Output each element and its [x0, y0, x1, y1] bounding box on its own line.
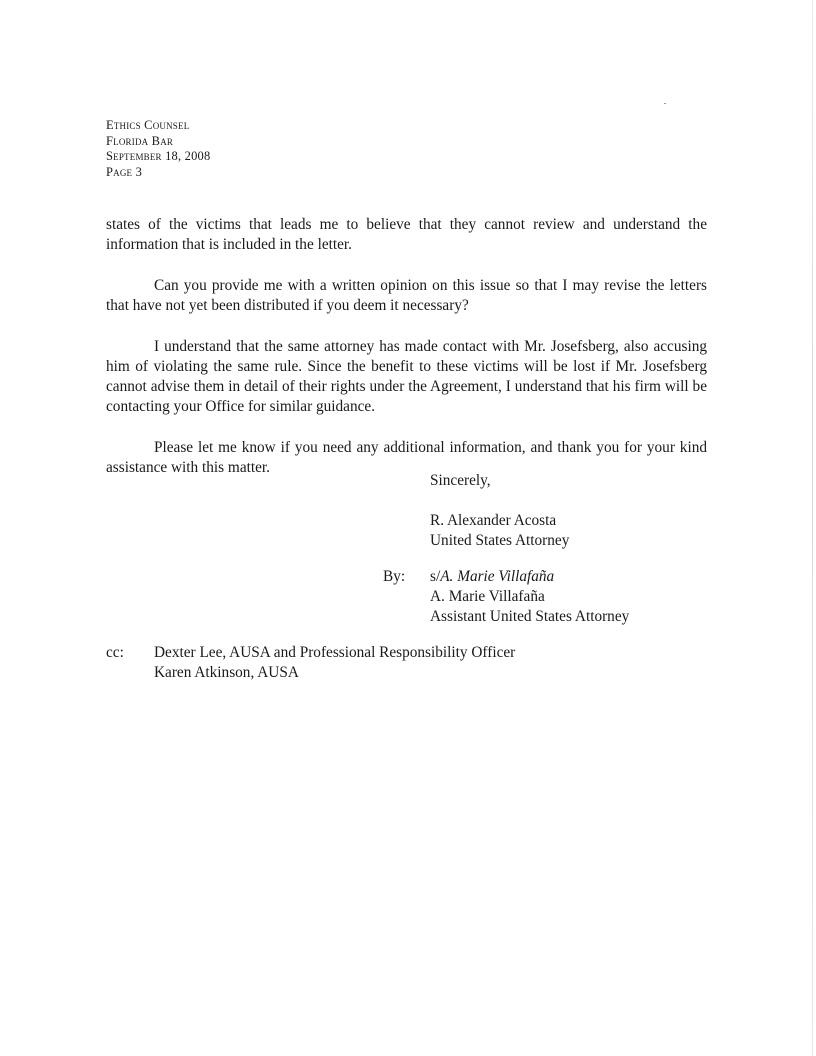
header-recipient: Ethics Counsel	[106, 118, 190, 132]
paragraph-continuation: states of the victims that leads me to believe that they cannot review and understand the information that is included in the letter.	[106, 216, 707, 253]
header-organization: Florida Bar	[106, 133, 174, 148]
signature-e-name: A. Marie Villafaña	[440, 568, 555, 585]
header-page-number: Page 3	[106, 164, 143, 179]
signature-title: Assistant United States Attorney	[430, 608, 630, 625]
cc-label: cc:	[106, 644, 124, 661]
closing-block	[430, 471, 569, 551]
letter-body	[106, 215, 707, 499]
paragraph-josefsberg: I understand that the same attorney has made contact with Mr. Josefsberg, also accusing him of violating the same rule. Since the benefit to these victims will be lost if Mr. Josefsberg cannot advise them in detail of their rights under the Agreement, I understand that his firm will be contacting your Office for similar guidance.	[106, 338, 707, 415]
signature-electronic	[430, 567, 629, 587]
cc-block	[106, 643, 515, 683]
letter-header	[106, 118, 210, 180]
paragraph-thanks: Please let me know if you need any additional information, and thank you for your kind assistance with this matter.	[106, 439, 707, 476]
closing-signer-title: United States Attorney	[430, 532, 570, 549]
signature-block	[383, 567, 629, 627]
paragraph-request: Can you provide me with a written opinion on this issue so that I may revise the letters that have not yet been distributed if you deem it necessary?	[106, 277, 707, 314]
closing-salutation: Sincerely,	[430, 472, 491, 489]
signature-by-label: By:	[383, 568, 406, 585]
header-date: September 18, 2008	[106, 149, 211, 163]
cc-recipient: Karen Atkinson, AUSA	[154, 664, 299, 681]
cc-recipient: Dexter Lee, AUSA and Professional Responsibility Officer	[154, 644, 516, 661]
scan-speck	[664, 103, 666, 104]
closing-signer-name: R. Alexander Acosta	[430, 512, 557, 529]
signature-name: A. Marie Villafaña	[430, 588, 545, 605]
scan-edge-line	[812, 0, 813, 1056]
signature-s-prefix: s/	[430, 568, 441, 585]
